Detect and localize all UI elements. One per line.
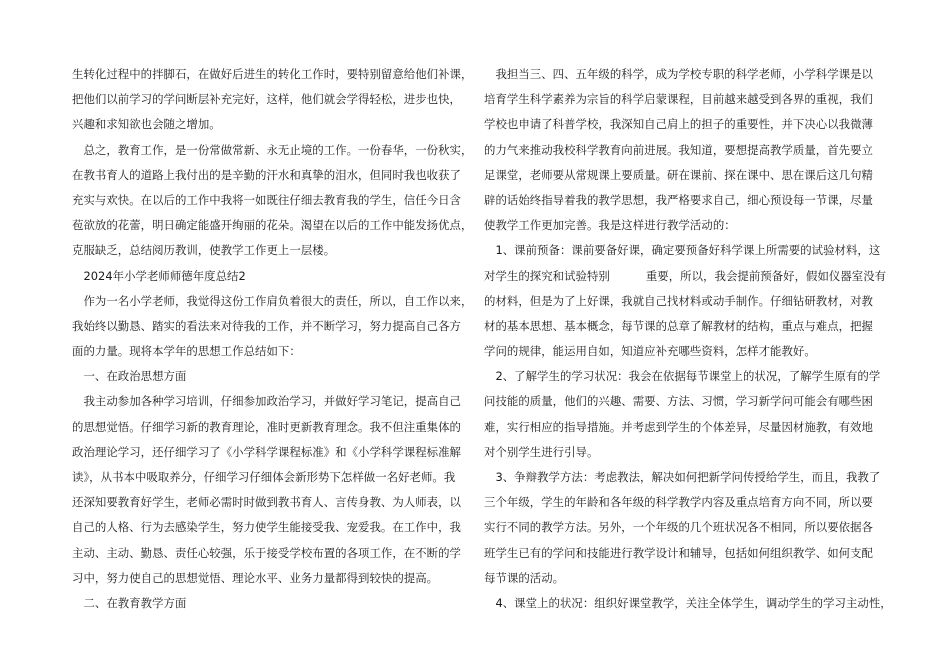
- text-line: 实行不同的教学方法。另外，一个年级的几个班状况各不相同，所以要依据各: [484, 520, 873, 535]
- text-line: 总之，教育工作，是一份常做常新、永无止境的工作。一份春华，一份秋实，: [72, 142, 473, 157]
- text-line: 自己的人格、行为去感染学生，努力使学生能接受我、宠爱我。在工作中，我: [72, 520, 461, 535]
- text-line: 政治理论学习，还仔细学习了《小学科学课程标准》和《小学科学课程标准解: [72, 444, 461, 459]
- text-line: 把他们以前学习的学问断层补充完好，这样，他们就会学得轻松，进步也快，: [72, 92, 461, 107]
- text-line: 在教书育人的道路上我付出的是辛勤的汗水和真挚的泪水，但同时我也收获了: [72, 167, 461, 182]
- text-line: 问技能的质量，他们的兴趣、需要、方法、习惯，学习新学问可能会有哪些困: [484, 394, 873, 409]
- text-line: 每节课的活动。: [484, 570, 565, 585]
- text-line: 习中，努力使自己的思想觉悟、理论水平、业务力量都得到较快的提高。: [72, 570, 439, 585]
- text-line: 培育学生科学素养为宗旨的科学启蒙课程，目前越来越受到各界的重视，我们: [484, 92, 873, 107]
- text-line: 2、了解学生的学习状况：我会在依据每节课堂上的状况，了解学生原有的学: [484, 369, 881, 384]
- text-line: 班学生已有的学问和技能进行教学设计和辅导，包括如何组织教学、如何支配: [484, 545, 873, 560]
- right-text-column: [484, 62, 892, 616]
- text-line: 辟的话始终指导着我的教学思想，我严格要求自己，细心预设每一节课，尽量: [484, 192, 873, 207]
- section-title: 2024年小学老师师德年度总结2: [72, 268, 246, 283]
- text-line: 足课堂，老师要从常规课上要质量。研在课前、探在课中、思在课后这几句精: [484, 167, 873, 182]
- text-line: 还深知要教育好学生，老师必需时时做到教书育人、言传身教、为人师表，以: [72, 495, 461, 510]
- text-line: 对个别学生进行引导。: [484, 444, 599, 459]
- text-line: 的思想觉悟。仔细学习新的教育理论，准时更新教育理念。我不但注重集体的: [72, 419, 461, 434]
- left-text-column: [72, 62, 473, 616]
- text-line: 3、争辩教学方法：考虑教法，解决如何把新学问传授给学生，而且，我教了: [484, 470, 881, 484]
- text-line: 使教学工作更加完善。我是这样进行教学活动的：: [484, 218, 736, 233]
- section-heading: 二、在教育教学方面: [72, 595, 187, 610]
- text-line: 我主动参加各种学习培训，仔细参加政治学习，并做好学习笔记，提高自己: [72, 394, 461, 409]
- section-heading: 一、在政治思想方面: [72, 369, 187, 384]
- text-fragment: 重要，所以，我会提前预备好，假如仪器室没有: [645, 268, 887, 283]
- text-line: [484, 264, 887, 289]
- text-line: 面的力量。现将本学年的思想工作总结如下：: [72, 344, 301, 359]
- text-line: 材的基本思想、基本概念，每节课的总章了解教材的结构，重点与难点，把握: [484, 318, 873, 333]
- text-fragment: 对学生的探究和试验特别: [484, 268, 610, 283]
- text-line: 主动、主动、勤恳、责任心较强，乐于接受学校布置的各项工作，在不断的学: [72, 545, 461, 560]
- text-line: 我始终以勤恳、踏实的看法来对待我的工作，并不断学习，努力提高自己各方: [72, 318, 461, 333]
- text-line: 苞欲放的花蕾，明日确定能盛开绚丽的花朵。渴望在以后的工作中能发扬优点，: [72, 218, 473, 233]
- text-line: 1、课前预备：课前要备好课，确定要预备好科学课上所需要的试验材料，这: [484, 243, 881, 258]
- text-line: 难，实行相应的指导措施。并考虑到学生的个体差异，尽量因材施教，有效地: [484, 419, 873, 434]
- text-line: 读》，从书本中吸取养分，仔细学习仔细体会新形势下怎样做一名好老师。我: [72, 470, 456, 484]
- text-line: 作为一名小学老师，我觉得这份工作肩负着很大的责任，所以，自工作以来，: [72, 293, 473, 308]
- text-line: 学校也申请了科普学校，我深知自己肩上的担子的重要性，并下决心以我微薄: [484, 117, 873, 132]
- text-line: 克服缺乏，总结阅历教训，使教学工作更上一层楼。: [72, 243, 336, 258]
- text-line: 充实与欢快。在以后的工作中我将一如既往仔细去教育我的学生，信任今日含: [72, 192, 461, 207]
- text-line: 兴趣和求知欲也会随之增加。: [72, 117, 221, 132]
- text-line: 的力气来推动我校科学教育向前进展。我知道，要想提高教学质量，首先要立: [484, 142, 873, 157]
- text-line: 我担当三、四、五年级的科学，成为学校专职的科学老师，小学科学课是以: [484, 67, 873, 81]
- text-line: 生转化过程中的拌脚石，在做好后进生的转化工作时，要特别留意给他们补课，: [72, 67, 473, 81]
- text-line: 学问的规律，能运用自如，知道应补充哪些资料，怎样才能教好。: [484, 344, 816, 359]
- text-line: 4、课堂上的状况：组织好课堂教学，关注全体学生，调动学生的学习主动性，: [484, 595, 892, 610]
- text-line: 三个年级，学生的年龄和各年级的科学教学内容及重点培育方向不同，所以要: [484, 495, 873, 510]
- text-line: 的材料，但是为了上好课，我就自己找材料或动手制作。仔细钻研教材，对教: [484, 293, 873, 308]
